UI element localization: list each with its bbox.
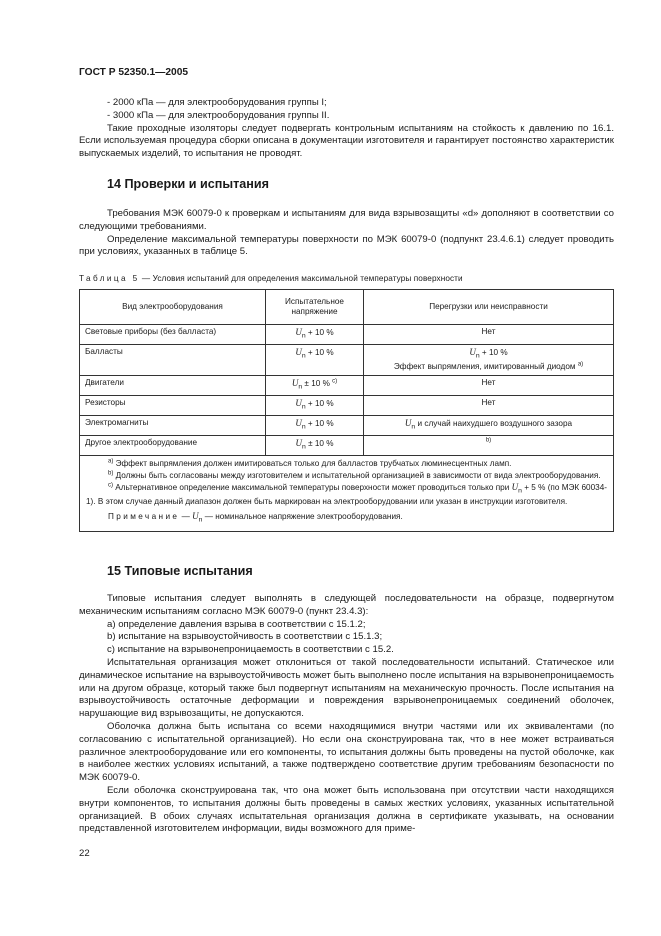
section-14-body (79, 208, 614, 259)
list-item: - 3000 кПа — для электрооборудования группы II. (107, 109, 330, 121)
section-14-title: 14 Проверки и испытания (107, 177, 269, 191)
equipment-type: Электромагниты (80, 416, 266, 436)
paragraph: Определение максимальной температуры поверхности по МЭК 60079-0 (подпункт 23.4.6.1) следует проводить при условиях, указанных в таблице 5. (79, 233, 614, 258)
equipment-type: Другое электрооборудование (80, 436, 266, 456)
document-header: ГОСТ Р 52350.1—2005 (79, 67, 189, 78)
footnote-b: $^{b)}$ Должны быть согласованы между изготовителем и испытательной организацией в зависимости от вида электрооборудования. (108, 470, 601, 480)
table-notes-row (80, 456, 614, 532)
intro-block (79, 97, 614, 161)
paragraph: Типовые испытания следует выполнять в следующей последовательности на образце, подвергнутом механическим испытаниям согласно МЭК 60079-0 (пункт 23.4.3): (79, 593, 614, 617)
table-caption (79, 273, 463, 286)
paragraph: Если оболочка сконструирована так, что она может быть использована при отсутствии части находящихся внутри компонентов, то испытания должны быть проведены в самых жестких условиях, указанных испытательной организацией. В обоих случаях испытательная организация должна в сертификате указывать, на основании представленной изготовителем информации, виды возможного для приме- (79, 784, 614, 835)
column-header: Перегрузки или неисправности (364, 290, 614, 325)
column-header: Вид электрооборудования (80, 290, 266, 325)
fault-condition: $U_n + 10$ % Эффект выпрямления, имитированный диодом $^{a)}$ (364, 345, 614, 376)
test-voltage: $U_n \pm 10$ % (266, 436, 364, 456)
table-row (80, 395, 614, 415)
table-row (80, 325, 614, 345)
test-voltage: $U_n \pm 10$ % $^{c)}$ (266, 375, 364, 395)
paragraph: Оболочка должна быть испытана со всеми находящимися внутри частями или их эквивалентами (по согласованию с испытательной организацией). Но если она сконструирована так, что в нее может встраиваться различное электрооборудование или его компоненты, то испытания должны быть проведены на пустой оболочке, как в наиболее жестких условиях испытаний, а также подтверждено соответствие другим требованиям безопасности по МЭК 60079-0. (79, 720, 614, 784)
table-caption-label: Таблица 5 (79, 274, 140, 283)
table-row (80, 436, 614, 456)
equipment-type: Световые приборы (без балласта) (80, 325, 266, 345)
table-remark: Примечание — $U_n$ — номинальное напряжение электрооборудования. (108, 510, 403, 524)
footnote-c: $^{c)}$ Альтернативное определение максимальной температуры поверхности может проводиться только при $U_n + 5$ % (по МЭК 60034-1). В этом случае данный диапазон должен быть маркирован на электрооборудовании или указан в инструкции изготовителя. (86, 482, 607, 507)
table-caption-text: — Условия испытаний для определения максимальной температуры поверхности (139, 274, 463, 283)
test-voltage: $U_n + 10$ % (266, 345, 364, 376)
list-item: b) испытание на взрывоустойчивость в соответствии с 15.1.3; (107, 631, 383, 643)
test-voltage: $U_n + 10$ % (266, 395, 364, 415)
paragraph: Требования МЭК 60079-0 к проверкам и испытаниям для вида взрывозащиты «d» дополняют в соответствии со следующими требованиями. (79, 208, 614, 232)
section-15-body (79, 593, 614, 836)
table-row (80, 345, 614, 376)
fault-condition: b) (364, 436, 614, 456)
column-header: Испытательное напряжение (266, 290, 364, 325)
test-voltage: $U_n + 10$ % (266, 416, 364, 436)
fault-condition: Нет (364, 375, 614, 395)
equipment-type: Балласты (80, 345, 266, 376)
table-row (80, 375, 614, 395)
paragraph: Испытательная организация может отклониться от такой последовательности испытаний. Статическое или динамическое испытание на взрывоустойчивость может быть выполнено после испытания на взрывонепроницаемость или на другом образце, который также был подвергнут испытаниям на механическую прочность. После испытания на взрывоустойчивость остаточные деформации и повреждения взрывонепроницаемых соединений оболочек, нарушающие вид взрывозащиты, не допускаются. (79, 656, 614, 720)
equipment-type: Резисторы (80, 395, 266, 415)
section-15-title: 15 Типовые испытания (107, 564, 253, 578)
page-number: 22 (79, 848, 90, 859)
test-voltage: $U_n + 10$ % (266, 325, 364, 345)
table-header-row (80, 290, 614, 325)
list-item: c) испытание на взрывонепроницаемость в соответствии с 15.2. (107, 644, 394, 656)
fault-condition: Нет (364, 395, 614, 415)
fault-condition: $U_n$ и случай наихудшего воздушного зазора (364, 416, 614, 436)
list-item: - 2000 кПа — для электрооборудования группы I; (107, 97, 327, 108)
footnote-a: $^{a)}$ Эффект выпрямления должен имитироваться только для балластов трубчатых люминесцентных ламп. (108, 458, 512, 469)
table-5 (79, 289, 614, 532)
table-row (80, 416, 614, 436)
equipment-type: Двигатели (80, 375, 266, 395)
fault-condition: Нет (364, 325, 614, 345)
list-item: a) определение давления взрыва в соответствии с 15.1.2; (107, 618, 366, 630)
intro-paragraph: Такие проходные изоляторы следует подвергать контрольным испытаниям на стойкость к давлению по 16.1. Если используемая процедура сборки описана в документации изготовителя и гарантирует постоянство характеристик выпускаемых изделий, то испытания не проводят. (79, 122, 614, 160)
table-notes (80, 456, 614, 532)
